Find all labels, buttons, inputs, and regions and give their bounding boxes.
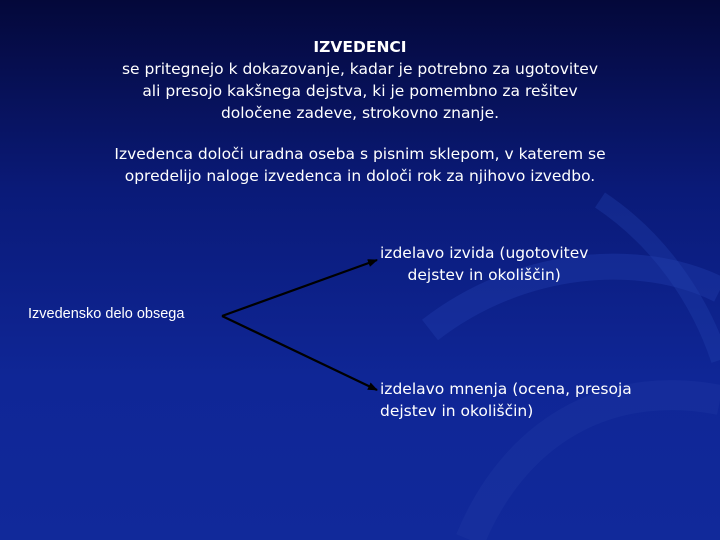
branch-opinion-line-2: dejstev in okoliščin) — [380, 402, 534, 420]
slide-title: IZVEDENCI — [313, 38, 407, 56]
heading-line-1: se pritegnejo k dokazovanje, kadar je potrebno za ugotovitev — [121, 60, 598, 78]
arrow-to-top-branch — [222, 260, 377, 316]
branch-opinion — [380, 378, 632, 422]
branch-findings-line-2: dejstev in okoliščin) — [407, 266, 561, 284]
paragraph-line-2: opredelijo naloge izvedenca in določi rok za njihovo izvedbo. — [124, 167, 596, 185]
branch-findings-line-1: izdelavo izvida (ugotovitev — [380, 244, 589, 262]
paragraph-line-1: Izvedenca določi uradna oseba s pisnim sklepom, v katerem se — [114, 145, 606, 163]
heading-line-2: ali presojo kakšnega dejstva, ki je pomembno za rešitev — [142, 82, 578, 100]
arrow-to-bottom-branch — [222, 316, 377, 390]
branch-opinion-line-1: izdelavo mnenja (ocena, presoja — [380, 380, 632, 398]
diagram-root: Izvedensko delo obsega — [28, 306, 185, 322]
branch-findings — [380, 242, 588, 286]
heading-line-3: določene zadeve, strokovno znanje. — [220, 104, 500, 122]
